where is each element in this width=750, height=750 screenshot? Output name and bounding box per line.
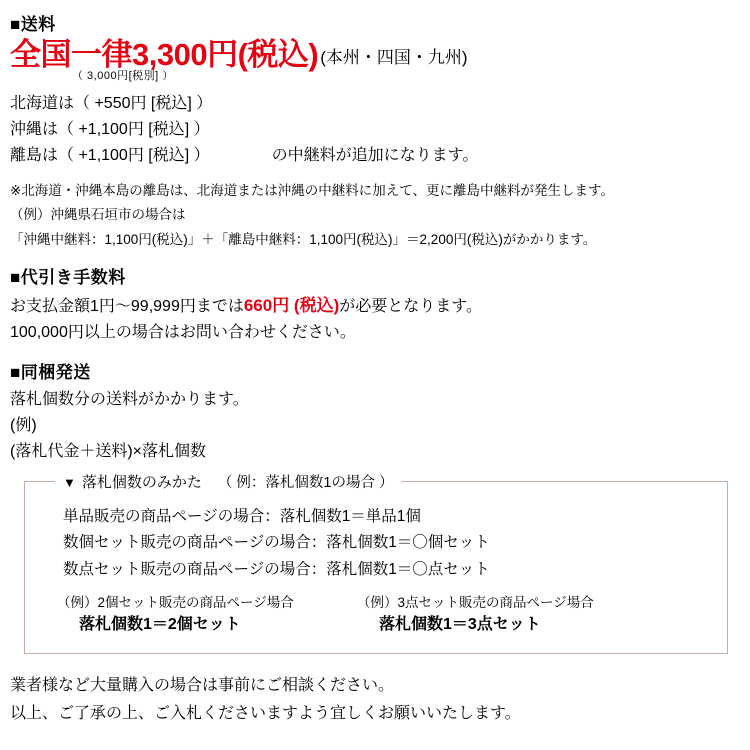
shipping-surcharge-remote-row: [10, 143, 740, 169]
shipping-headline-region: (本州・四国・九州): [320, 48, 468, 68]
cod-section-heading: ■代引き手数料: [10, 268, 126, 288]
shipping-example-line2: 「沖縄中継料：1,100円(税込)」＋「離島中継料：1,100円(税込)」＝2,200円(税込)がかかります。: [10, 232, 597, 248]
bundle-section-heading: ■同梱発送: [10, 363, 91, 383]
panel-example-2: [357, 594, 657, 637]
panel-example-1-body: 落札個数1＝2個セット: [79, 615, 241, 633]
panel-example-2-head: （例）3点セット販売の商品ページ場合: [357, 594, 594, 610]
panel-example-1: [57, 594, 357, 637]
cod-over-limit-line: 100,000円以上の場合はお問い合わせください。: [10, 324, 356, 342]
shipping-headline-tax-excluded: （ 3,000円[税別] ）: [72, 70, 174, 83]
bundle-line-1: 落札個数分の送料がかかります。: [10, 390, 249, 408]
shipping-surcharge-list: [10, 91, 740, 169]
panel-title-text: 落札個数のみかた: [81, 473, 202, 491]
cod-section: [10, 267, 740, 346]
footer-notes: [10, 672, 740, 728]
panel-line-single: 単品販売の商品ページの場合：落札個数1＝単品1個: [63, 507, 421, 525]
panel-example-1-head: （例）2個セット販売の商品ページ場合: [57, 594, 294, 610]
bundle-section: [10, 362, 740, 465]
footer-line-2: 以上、ご了承の上、ご入札くださいますよう宜しくお願いいたします。: [10, 704, 521, 722]
panel-line-multi-point-set: 数点セット販売の商品ページの場合：落札個数1＝〇点セット: [63, 561, 490, 579]
cod-fee-line: [10, 292, 740, 320]
shipping-headline-main: 全国一律3,300円(税込): [10, 36, 319, 72]
panel-example-2-body: 落札個数1＝3点セット: [379, 615, 541, 633]
cod-fee-prefix: お支払金額1円～99,999円までは: [10, 298, 244, 316]
shipping-section-heading: ■送料: [10, 15, 56, 34]
shipping-example-line1: （例）沖縄県石垣市の場合は: [10, 207, 186, 223]
shipping-remote-island-note: ※北海道・沖縄本島の離島は、北海道または沖縄の中継料に加えて、更に離島中継料が発生します。: [10, 183, 614, 199]
cod-fee-amount: 660円 (税込): [243, 296, 340, 316]
bundle-line-2: (例): [10, 416, 37, 434]
panel-title: [55, 471, 402, 492]
shipping-surcharge-remote: 離島は（ +1,100円 [税込] ）: [10, 147, 210, 165]
triangle-down-icon: ▼: [63, 474, 76, 490]
shipping-surcharge-okinawa: 沖縄は（ +1,100円 [税込] ）: [10, 121, 210, 139]
panel-title-example: （ 例：落札個数1の場合 ）: [217, 474, 394, 491]
cod-fee-suffix: が必要となります。: [339, 298, 482, 316]
bundle-line-3: (落札代金＋送料)×落札個数: [10, 442, 207, 460]
panel-examples: [35, 594, 717, 637]
lot-count-explainer-panel: [24, 473, 728, 654]
shipping-surcharge-tail: の中継料が追加になります。: [271, 147, 479, 165]
panel-line-multi-set: 数個セット販売の商品ページの場合：落札個数1＝〇個セット: [63, 534, 490, 552]
shipping-surcharge-hokkaido: 北海道は（ +550円 [税込] ）: [10, 95, 213, 113]
footer-line-1: 業者様など大量購入の場合は事前にご相談ください。: [10, 676, 395, 694]
